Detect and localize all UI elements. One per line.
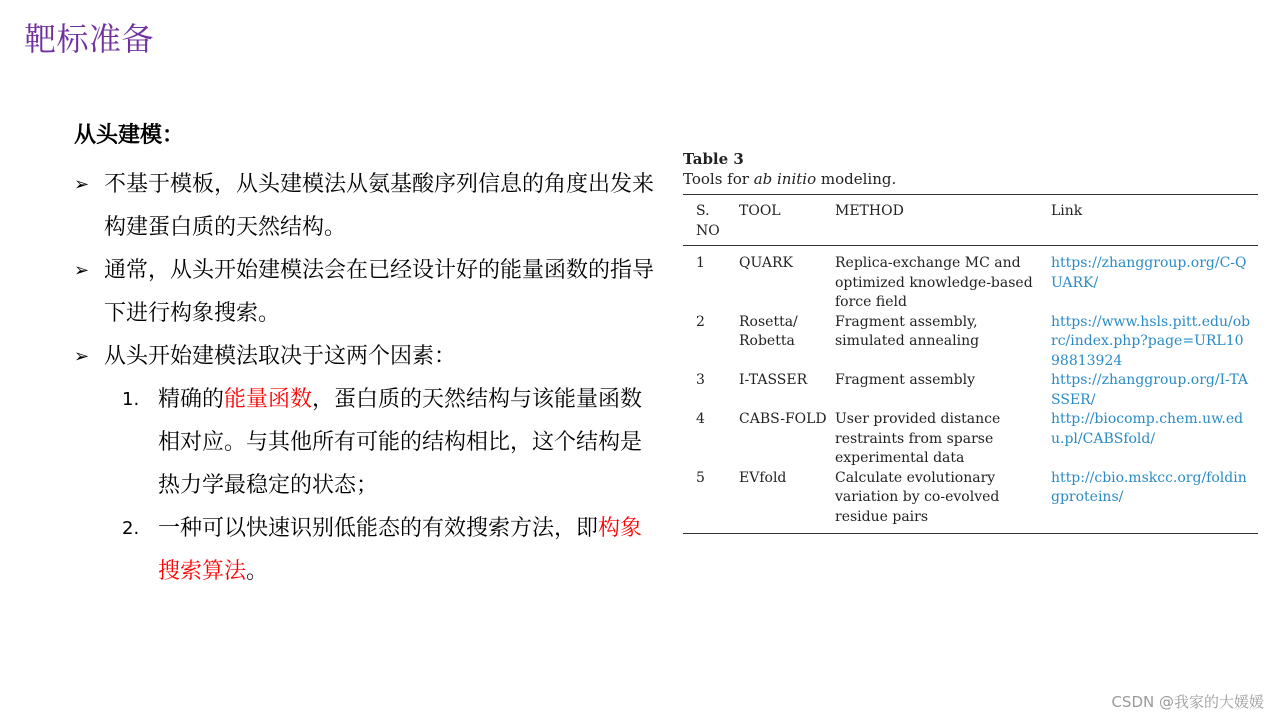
header-link: Link bbox=[1051, 203, 1083, 219]
content-panel bbox=[74, 118, 654, 593]
arrow-bullet-icon: ➢ bbox=[74, 260, 90, 281]
cell-tool: Rosetta/ Robetta bbox=[739, 313, 798, 349]
header-tool: TOOL bbox=[739, 203, 781, 219]
cell-link[interactable]: https://zhanggroup.org/I-TASSER/ bbox=[1051, 372, 1249, 408]
arrow-bullet-icon: ➢ bbox=[74, 346, 90, 367]
highlight-term: 能量函数 bbox=[224, 387, 313, 412]
header-method: METHOD bbox=[835, 203, 904, 219]
cell-method: Calculate evolutionary variation by co-evolved residue pairs bbox=[835, 469, 1000, 525]
cell-no: 3 bbox=[696, 372, 705, 388]
numbered-item bbox=[122, 378, 654, 507]
table-row bbox=[683, 246, 1258, 313]
tools-table bbox=[683, 194, 1258, 534]
highlight-term: 构象搜索算法 bbox=[158, 516, 643, 584]
text-segment: ，蛋白质的天然结构与该能量函数相对应。与其他所有可能的结构相比，这个结构是热力学最稳定的状态； bbox=[158, 387, 643, 498]
table-header-row bbox=[683, 195, 1258, 246]
cell-link[interactable]: https://zhanggroup.org/C-QUARK/ bbox=[1051, 255, 1247, 291]
cell-link[interactable]: http://cbio.mskcc.org/foldingproteins/ bbox=[1051, 469, 1247, 505]
table-title: Table 3 bbox=[683, 150, 744, 168]
cell-tool: QUARK bbox=[739, 255, 793, 271]
table-row bbox=[683, 313, 1258, 372]
cell-method: Replica-exchange MC and optimized knowledge-based force field bbox=[835, 255, 1033, 310]
caption-italic: ab initio bbox=[753, 170, 817, 188]
cell-method: Fragment assembly bbox=[835, 372, 975, 388]
numbered-item bbox=[122, 507, 654, 593]
item-number: 1. bbox=[122, 389, 140, 410]
text-segment: 。 bbox=[246, 559, 269, 584]
arrow-bullet-icon: ➢ bbox=[74, 174, 90, 195]
cell-tool: EVfold bbox=[739, 469, 787, 486]
cell-no: 4 bbox=[696, 411, 705, 427]
caption-text: modeling. bbox=[816, 170, 897, 188]
cell-no: 5 bbox=[696, 469, 705, 486]
cell-link[interactable]: https://www.hsls.pitt.edu/obrc/index.php?page=URL1098813924 bbox=[1051, 313, 1251, 369]
bullet-item bbox=[74, 163, 654, 249]
bullet-text: 从头开始建模法取决于这两个因素： bbox=[104, 344, 457, 369]
bullet-text: 不基于模板，从头建模法从氨基酸序列信息的角度出发来构建蛋白质的天然结构。 bbox=[104, 172, 655, 240]
cell-tool: I-TASSER bbox=[739, 372, 808, 388]
bullet-item bbox=[74, 249, 654, 335]
cell-method: Fragment assembly, simulated annealing bbox=[835, 313, 980, 349]
numbered-text bbox=[158, 507, 654, 593]
bullet-text: 通常，从头开始建模法会在已经设计好的能量函数的指导下进行构象搜索。 bbox=[104, 258, 655, 326]
cell-method: User provided distance restraints from sparse experimental data bbox=[835, 411, 1001, 466]
watermark: CSDN @我家的大媛媛 bbox=[1111, 693, 1264, 711]
cell-no: 2 bbox=[696, 313, 705, 330]
slide-title: 靶标准备 bbox=[24, 20, 155, 58]
text-segment: 精确的 bbox=[158, 387, 225, 412]
cell-link[interactable]: http://biocomp.chem.uw.edu.pl/CABSfold/ bbox=[1051, 411, 1244, 447]
tools-table-figure bbox=[683, 150, 1258, 534]
table-row bbox=[683, 371, 1258, 410]
table-caption bbox=[683, 170, 1258, 188]
table-row bbox=[683, 469, 1258, 534]
caption-text: Tools for bbox=[683, 170, 754, 188]
cell-no: 1 bbox=[696, 255, 705, 271]
item-number: 2. bbox=[122, 518, 140, 539]
table-row bbox=[683, 410, 1258, 469]
numbered-text bbox=[158, 378, 654, 507]
section-heading: 从头建模： bbox=[74, 123, 185, 148]
header-no: S. NO bbox=[696, 203, 720, 239]
bullet-item bbox=[74, 335, 654, 378]
cell-tool: CABS-FOLD bbox=[739, 411, 827, 427]
text-segment: 一种可以快速识别低能态的有效搜索方法，即 bbox=[158, 516, 599, 541]
